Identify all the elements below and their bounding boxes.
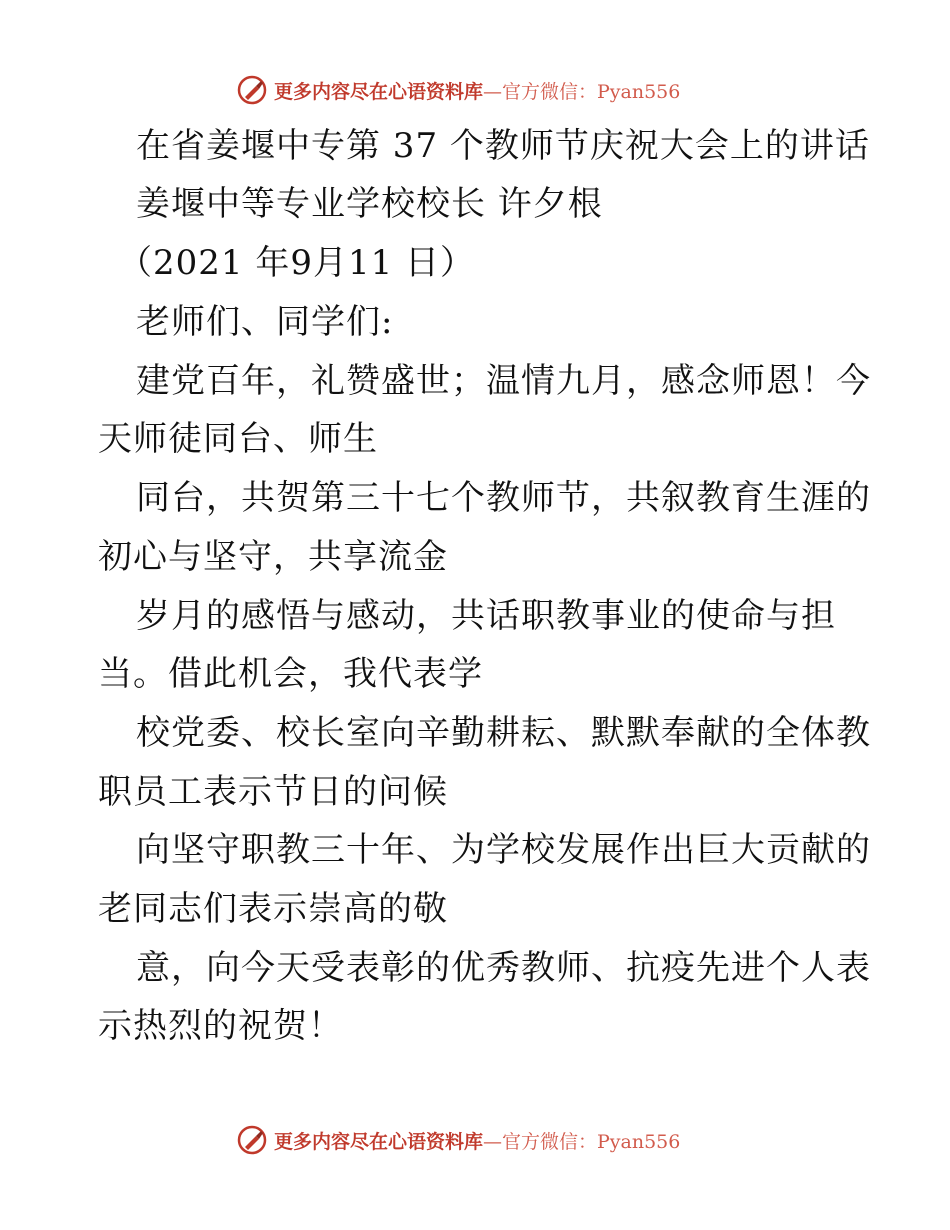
body-line: 老同志们表示崇高的敬: [98, 889, 448, 929]
body-line: 建党百年，礼赞盛世；温情九月，感念师恩！今: [136, 361, 871, 401]
watermark-main: 更多内容尽在心语资料库: [274, 1130, 484, 1153]
watermark-text: [274, 1127, 680, 1154]
watermark-wechat: —官方微信：Pyan556: [483, 80, 681, 103]
body-line: 向坚守职教三十年、为学校发展作出巨大贡献的: [136, 830, 871, 870]
watermark-wechat: —官方微信：Pyan556: [483, 1130, 681, 1153]
document-salutation: 老师们、同学们:: [136, 302, 394, 342]
body-line: 示热烈的祝贺！: [98, 1006, 343, 1046]
body-line: 当。借此机会，我代表学: [98, 654, 483, 694]
document-author: 姜堰中等专业学校校长 许夕根: [136, 184, 603, 224]
body-line: 同台，共贺第三十七个教师节，共叙教育生涯的: [136, 478, 871, 518]
fountain-pen-logo-icon: [236, 1124, 268, 1156]
document-title: 在省姜堰中专第 37 个教师节庆祝大会上的讲话: [136, 126, 870, 166]
watermark-main: 更多内容尽在心语资料库: [274, 80, 484, 103]
body-line: 意，向今天受表彰的优秀教师、抗疫先进个人表: [136, 948, 871, 988]
footer-watermark: [236, 1122, 680, 1158]
body-line: 职员工表示节日的问候: [98, 772, 448, 812]
body-line: 初心与坚守，共享流金: [98, 537, 448, 577]
body-line: 校党委、校长室向辛勤耕耘、默默奉献的全体教: [136, 713, 871, 753]
body-line: 岁月的感悟与感动，共话职教事业的使命与担: [136, 596, 836, 636]
document-date: （2021 年9月11 日）: [118, 243, 476, 283]
body-line: 天师徒同台、师生: [98, 419, 378, 459]
